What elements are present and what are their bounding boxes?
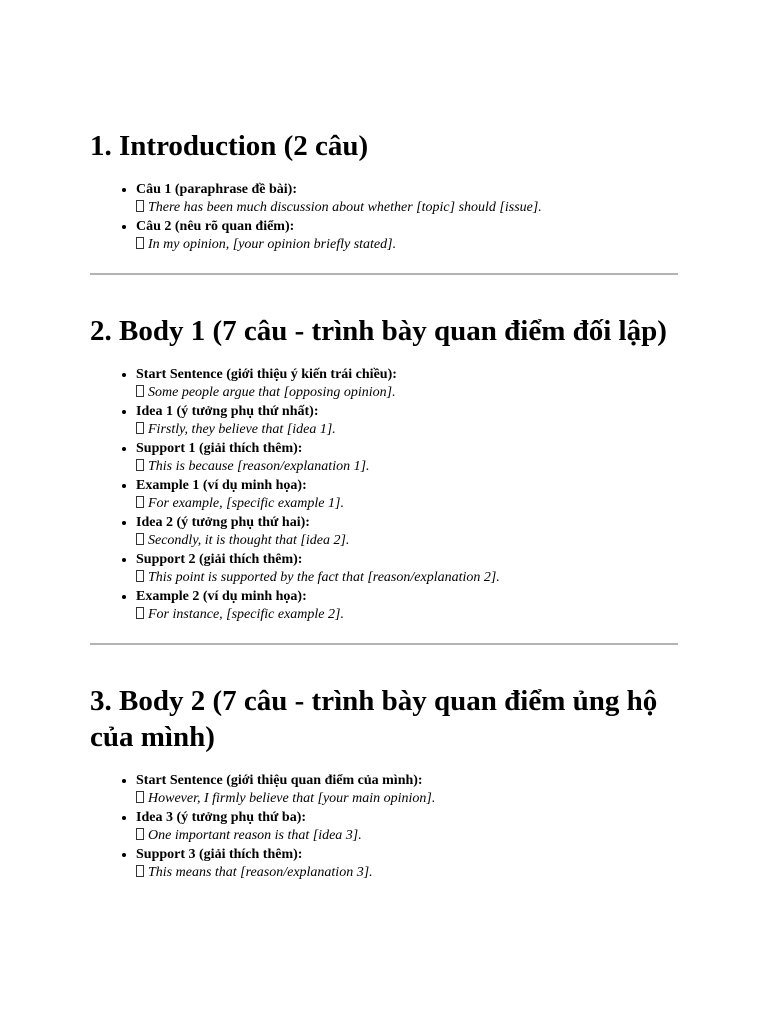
item-example <box>136 532 678 550</box>
item-example-text: For instance, [specific example 2]. <box>148 607 344 622</box>
arrow-icon <box>136 237 144 249</box>
section-body-1 <box>90 275 678 624</box>
item-label: • Support 2 (giải thích thêm): <box>136 552 303 567</box>
arrow-icon <box>136 533 144 545</box>
item-label: • Support 1 (giải thích thêm): <box>136 441 303 456</box>
item-label: • Idea 2 (ý tưởng phụ thứ hai): <box>136 515 310 530</box>
item-label: • Start Sentence (giới thiệu ý kiến trái chiều): <box>136 367 397 382</box>
item-example-text: One important reason is that [idea 3]. <box>148 828 362 843</box>
item-example <box>136 606 678 624</box>
list-item <box>136 402 678 439</box>
section-heading: 3. Body 2 (7 câu - trình bày quan điểm ủng hộ của mình) <box>90 685 658 753</box>
item-example <box>136 236 678 254</box>
list-item <box>136 476 678 513</box>
arrow-icon <box>136 828 144 840</box>
arrow-icon <box>136 385 144 397</box>
section-introduction <box>90 0 678 254</box>
item-example-text: In my opinion, [your opinion briefly stated]. <box>148 237 397 252</box>
section-heading: 1. Introduction (2 câu) <box>90 130 369 162</box>
item-example-text: There has been much discussion about whether [topic] should [issue]. <box>148 200 542 215</box>
item-example <box>136 569 678 587</box>
item-label: • Idea 3 (ý tưởng phụ thứ ba): <box>136 810 307 825</box>
arrow-icon <box>136 200 144 212</box>
arrow-icon <box>136 422 144 434</box>
item-label: • Câu 1 (paraphrase đề bài): <box>136 182 298 197</box>
section-body-2 <box>90 645 678 882</box>
arrow-icon <box>136 607 144 619</box>
item-label: • Example 1 (ví dụ minh họa): <box>136 478 307 493</box>
arrow-icon <box>136 791 144 803</box>
arrow-icon <box>136 865 144 877</box>
item-label: • Support 3 (giải thích thêm): <box>136 847 303 862</box>
item-example-text: This is because [reason/explanation 1]. <box>148 459 370 474</box>
list-item <box>136 180 678 217</box>
list-item <box>136 808 678 845</box>
item-label: • Start Sentence (giới thiệu quan điểm của mình): <box>136 773 423 788</box>
arrow-icon <box>136 459 144 471</box>
item-example-text: Secondly, it is thought that [idea 2]. <box>148 533 350 548</box>
item-example <box>136 864 678 882</box>
item-example-text: Firstly, they believe that [idea 1]. <box>148 422 336 437</box>
list-item <box>136 550 678 587</box>
item-example <box>136 458 678 476</box>
list-item <box>136 439 678 476</box>
item-example-text: For example, [specific example 1]. <box>148 496 344 511</box>
item-example <box>136 199 678 217</box>
item-list <box>90 365 678 624</box>
list-item <box>136 365 678 402</box>
item-example-text: However, I firmly believe that [your main opinion]. <box>148 791 436 806</box>
list-item <box>136 771 678 808</box>
item-label: • Idea 1 (ý tưởng phụ thứ nhất): <box>136 404 319 419</box>
arrow-icon <box>136 496 144 508</box>
list-item <box>136 217 678 254</box>
item-label: • Câu 2 (nêu rõ quan điểm): <box>136 219 295 234</box>
item-example-text: This means that [reason/explanation 3]. <box>148 865 373 880</box>
section-heading: 2. Body 1 (7 câu - trình bày quan điểm đối lập) <box>90 315 667 347</box>
list-item <box>136 587 678 624</box>
item-example <box>136 495 678 513</box>
list-item <box>136 513 678 550</box>
item-label: • Example 2 (ví dụ minh họa): <box>136 589 307 604</box>
item-example-text: Some people argue that [opposing opinion]. <box>148 385 396 400</box>
item-example <box>136 421 678 439</box>
item-example <box>136 827 678 845</box>
item-example-text: This point is supported by the fact that [reason/explanation 2]. <box>148 570 500 585</box>
arrow-icon <box>136 570 144 582</box>
item-example <box>136 790 678 808</box>
item-list <box>90 771 678 882</box>
item-example <box>136 384 678 402</box>
list-item <box>136 845 678 882</box>
item-list <box>90 180 678 254</box>
